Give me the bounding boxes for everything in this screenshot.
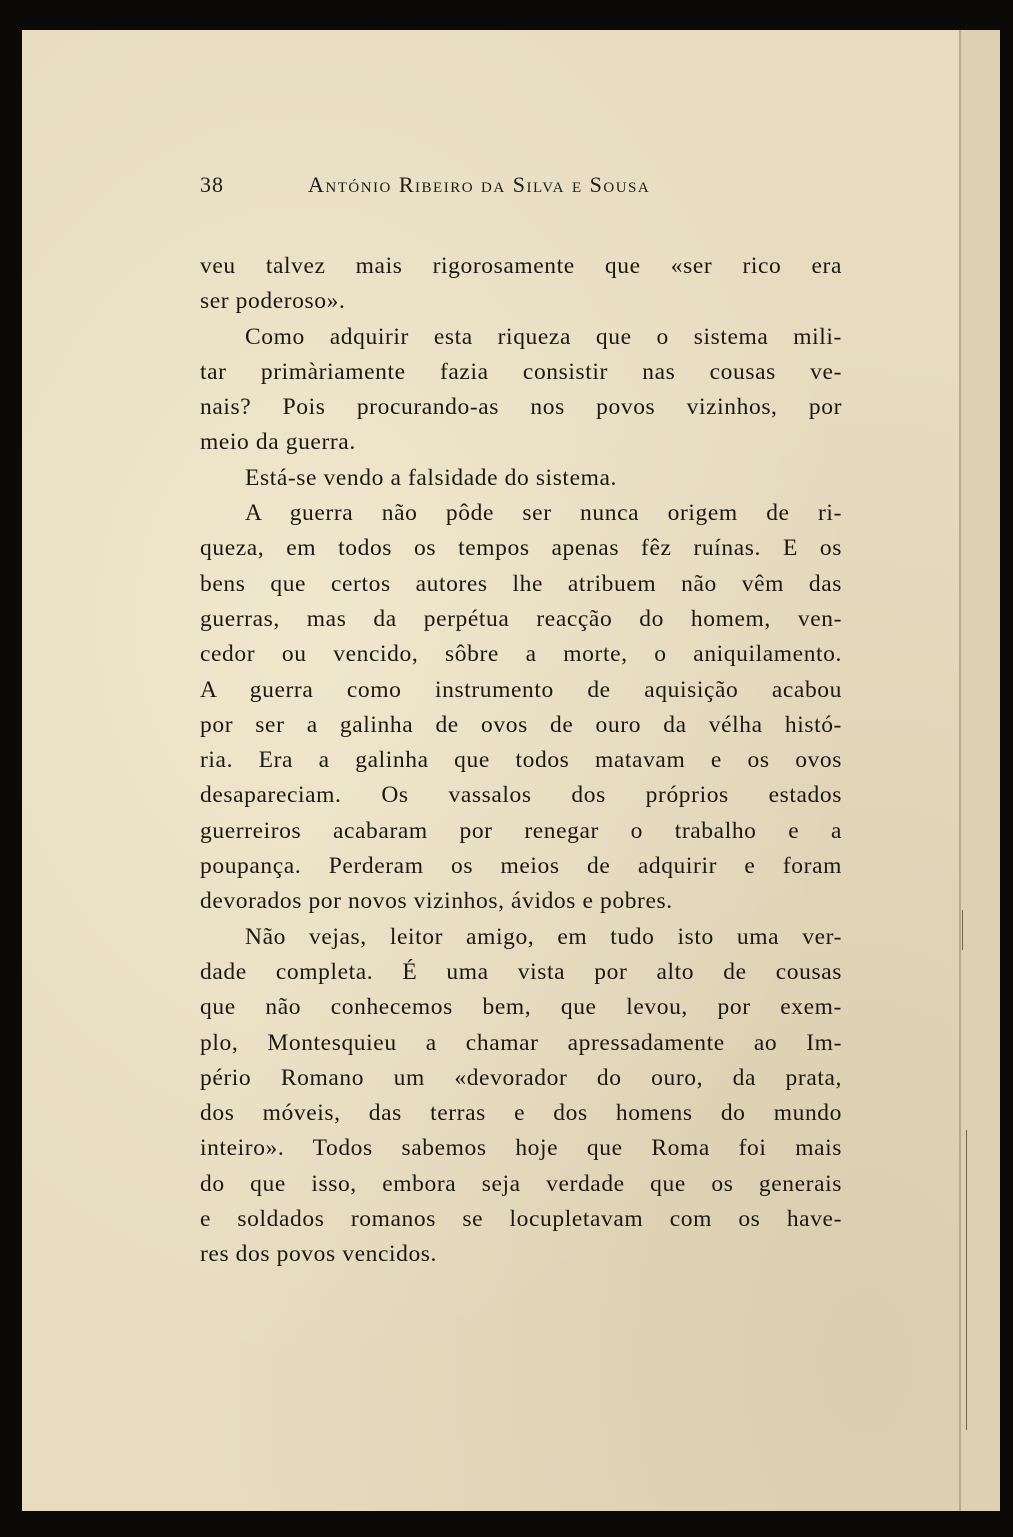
text-line: ser poderoso».	[200, 288, 346, 315]
text-line: ria. Era a galinha que todos matavam e os ovos	[200, 747, 842, 774]
paragraph	[200, 320, 842, 461]
page-number: 38	[200, 172, 224, 197]
next-page-edge	[959, 30, 1000, 1511]
text-line: Não vejas, leitor amigo, em tudo isto uma ver-	[245, 923, 842, 950]
body-text	[200, 249, 842, 1273]
running-title: António Ribeiro da Silva e Sousa	[308, 172, 651, 197]
text-line: guerras, mas da perpétua reacção do homem, ven-	[200, 605, 842, 632]
text-line: veu talvez mais rigorosamente que «ser rico era	[200, 253, 842, 279]
text-line: devorados por novos vizinhos, ávidos e pobres.	[200, 888, 673, 915]
paragraph	[200, 249, 842, 320]
text-line: Como adquirir esta riqueza que o sistema mili-	[245, 323, 842, 350]
text-line: poupança. Perderam os meios de adquirir e foram	[200, 853, 842, 880]
paragraph	[200, 496, 842, 920]
text-line: dos móveis, das terras e dos homens do mundo	[200, 1100, 842, 1127]
page-edge-mark	[966, 1130, 967, 1430]
text-line: do que isso, embora seja verdade que os generais	[200, 1170, 842, 1197]
text-line: dade completa. É uma vista por alto de cousas	[200, 958, 842, 985]
text-line: Está-se vendo a falsidade do sistema.	[245, 464, 617, 491]
text-line: bens que certos autores lhe atribuem não vêm das	[200, 570, 842, 597]
text-line: queza, em todos os tempos apenas fêz ruínas. E os	[200, 535, 842, 562]
text-line: por ser a galinha de ovos de ouro da vélha histó-	[200, 711, 842, 738]
text-line: meio da guerra.	[200, 429, 356, 456]
text-line: guerreiros acabaram por renegar o trabalho e a	[200, 817, 842, 844]
running-head	[200, 172, 840, 202]
text-line: inteiro». Todos sabemos hoje que Roma foi mais	[200, 1135, 842, 1162]
text-line: nais? Pois procurando-as nos povos vizinhos, por	[200, 394, 842, 421]
paragraph	[200, 920, 842, 1273]
text-line: desapareciam. Os vassalos dos próprios estados	[200, 782, 842, 809]
text-line: e soldados romanos se locupletavam com os have-	[200, 1206, 842, 1233]
text-line: A guerra como instrumento de aquisição acabou	[200, 676, 842, 703]
text-line: pério Romano um «devorador do ouro, da prata,	[200, 1064, 842, 1091]
page-edge-mark	[962, 910, 963, 950]
text-line: plo, Montesquieu a chamar apressadamente ao Im-	[200, 1029, 842, 1056]
text-line: cedor ou vencido, sôbre a morte, o aniquilamento.	[200, 641, 842, 668]
text-line: A guerra não pôde ser nunca origem de ri-	[245, 500, 842, 527]
text-line: tar primàriamente fazia consistir nas cousas ve-	[200, 358, 842, 385]
text-line: que não conhecemos bem, que levou, por exem-	[200, 994, 842, 1021]
paragraph	[200, 461, 842, 496]
text-line: res dos povos vencidos.	[200, 1241, 438, 1268]
